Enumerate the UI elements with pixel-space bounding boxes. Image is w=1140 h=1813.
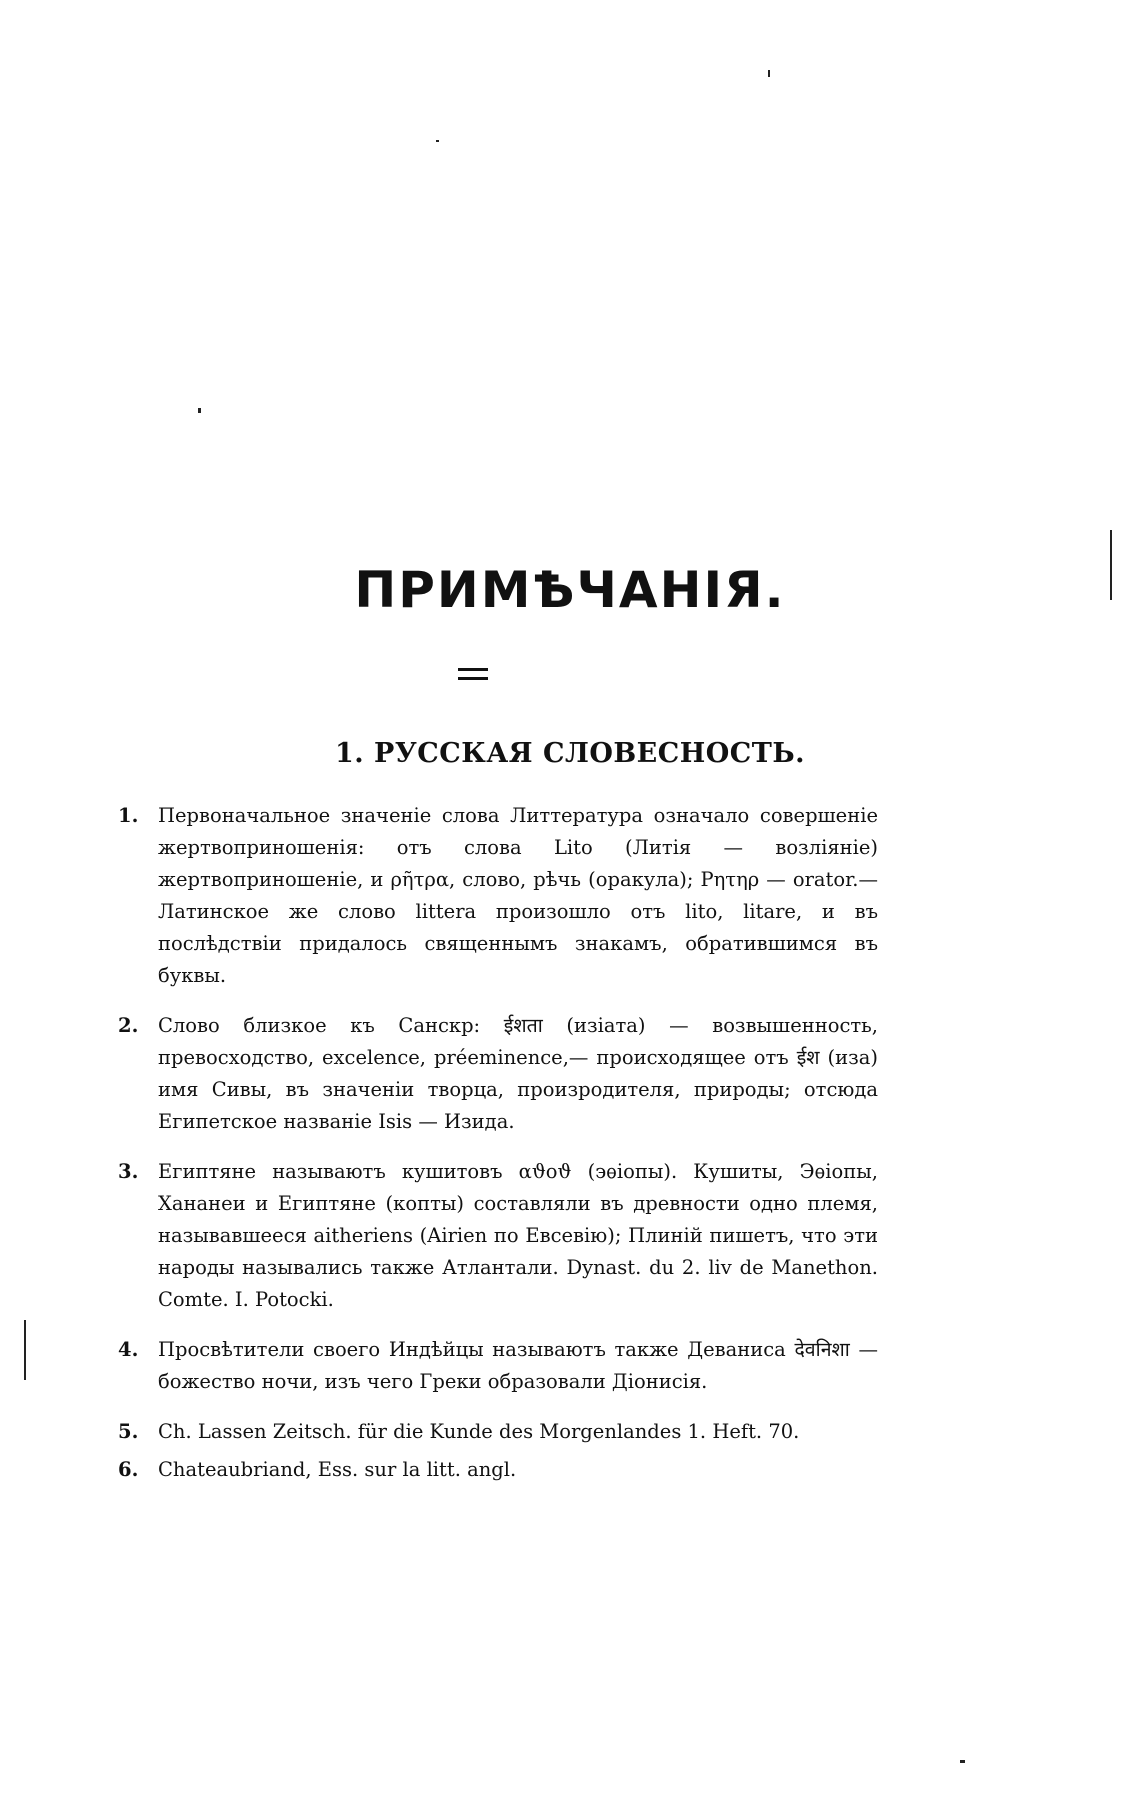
note-number: 5. [118, 1420, 139, 1443]
note-text: Ch. Lassen Zeitsch. für die Kunde des Morgenlandes 1. Heft. 70. [158, 1420, 800, 1443]
note-text: Просвѣтители своего Индѣйцы называютъ также Деванисa देवनिशा — божество ночи, изъ чего Греки образовали Діонисія. [158, 1338, 878, 1393]
scan-speck [768, 70, 770, 77]
note-4 [118, 1334, 878, 1398]
notes-list [118, 800, 878, 1486]
scan-speck [1110, 530, 1112, 600]
note-text: Первоначальное значеніе слова Литтература означало совершеніе жертвоприношенія: отъ слова Lito (Литія — возліяніе) жертвоприношеніе, и ρῆτρα, слово, рѣчь (оракула); Ρητηρ — orator.—Латинское же слово littera произошло отъ lito, litare, и въ послѣдствіи придалось священнымъ знакамъ, обратившимся въ буквы. [158, 804, 878, 987]
note-number: 1. [118, 804, 139, 827]
note-5 [118, 1416, 878, 1448]
note-text: Египтяне называютъ кушитовъ αϑοϑ (эѳіопы). Кушиты, Эѳіопы, Хананеи и Египтяне (копты) составляли въ древности одно племя, называвшееся aitheriens (Airien по Евсевію); Плиній пишетъ, что эти народы назывались также Атлантали. Dynast. du 2. liv de Manethon. Comte. I. Potocki. [158, 1160, 878, 1311]
page-title: ПРИМѢЧАНІЯ. [354, 561, 786, 619]
scan-speck [436, 140, 439, 142]
note-1 [118, 800, 878, 992]
title-divider [458, 668, 488, 680]
note-text: Chateaubriand, Ess. sur la litt. angl. [158, 1458, 517, 1481]
scan-speck [960, 1760, 965, 1763]
note-6 [118, 1454, 878, 1486]
note-3 [118, 1156, 878, 1316]
scan-speck [24, 1320, 26, 1380]
note-text: Слово близкое къ Санскр: ईशता (изіата) — возвышенность, превосходство, excelence, préeminence,— происходящее отъ ईश (иза) имя Сивы, въ значеніи творца, произродителя, природы; отсюда Египетское названіе Isis — Изида. [158, 1014, 878, 1133]
note-2 [118, 1010, 878, 1138]
scan-speck [198, 408, 201, 413]
note-number: 4. [118, 1338, 139, 1361]
note-number: 6. [118, 1458, 139, 1481]
note-number: 2. [118, 1014, 139, 1037]
section-heading: 1. РУССКАЯ СЛОВЕСНОСТЬ. [334, 738, 806, 769]
note-number: 3. [118, 1160, 139, 1183]
